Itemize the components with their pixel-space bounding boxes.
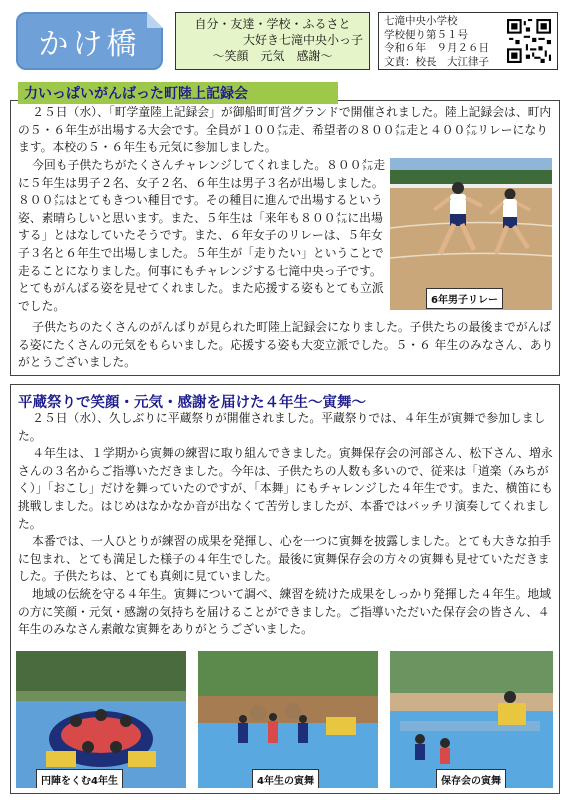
photo-caption-huddle: 円陣をくむ4年生 bbox=[36, 769, 123, 788]
motto-line-1: 自分・友達・学校・ふるさと bbox=[194, 17, 351, 31]
author: 文責：校長 大江律子 bbox=[384, 55, 489, 68]
issue-number: 学校便り第５１号 bbox=[384, 28, 468, 41]
school-motto-box bbox=[175, 12, 370, 70]
section1-heading: 力いっぱいがんばった町陸上記録会 bbox=[18, 82, 338, 104]
dance-illustration bbox=[198, 651, 378, 788]
photo-caption: 6年男子リレー bbox=[426, 288, 503, 309]
section1-paragraph-2: 今回も子供たちがたくさんチャレンジしてくれました。８００㍍走に５年生は男子２名、女子２名、６年生は男子３名が出場しました。８００㍍はとてもきつい種目です。その種目に進んで出場するという姿、素晴らしいと思います。また、５年生は「来年も８００㍍に出場する」とはなしていたそうです。また、６年女子のリレーは、５年女子３名と６年生で出場しました。５年生が「走りたい」ということで走ることになりました。何事にもチャレンジする七滝中央っ子です。とてもがんばる姿を見せてくれました。また応援する姿もとても立派でした。 bbox=[18, 158, 386, 313]
photo-caption-dance: 4年生の寅舞 bbox=[252, 769, 319, 788]
newsletter-title: かけ橋 bbox=[38, 27, 141, 62]
photo-circle-huddle bbox=[16, 651, 186, 788]
section2-paragraph-2: ４年生は、１学期から寅舞の練習に取り組んできました。寅舞保存会の河部さん、松下さん、増永さんの３名からご指導いただきました。今年は、子供たちの人数も多いので、従来は「道楽（みちがく）」「おこし」だけを舞っていたのですが、「本舞」にもチャレンジした４年生です。また、横笛にも挑戦しました。はじめはなかなか音が出なくて苦労しましたが、本番ではバッチリ演奏してくれました。 bbox=[18, 446, 553, 531]
photo-4th-grade-dance bbox=[198, 651, 378, 788]
section2-paragraph-3: 本番では、一人ひとりが練習の成果を発揮し、心を一つに寅舞を披露しました。とても大きな拍手に包まれ、とても満足した様子の４年生でした。最後に寅舞保存会の方々の寅舞も見せていただきました。子供たちは、とても真剣に見ていました。 bbox=[18, 534, 552, 584]
section2-heading: 平蔵祭りで笑顔・元気・感謝を届けた４年生〜寅舞〜 bbox=[18, 395, 366, 411]
motto-line-3: 〜笑顔 元気 感謝〜 bbox=[212, 49, 333, 63]
photo-caption-society: 保存会の寅舞 bbox=[436, 769, 506, 788]
section1-paragraph-1: ２５日（水）、「町学童陸上記録会」が御船町町営グランドで開催されました。陸上記録会は、町内の５・６年生が出場する大会です。全員が１００㍍走、希望者の８００㍍走と４００㍍リレーになります。本校の５・６年生も元気に参加しました。 bbox=[18, 105, 552, 155]
section1-paragraph-3: 子供たちのたくさんのがんばりが見られた町陸上記録会になりました。子供たちの最後までがんばる姿にたくさんの元気をもらいました。応援する姿も大変立派でした。５・６ 年生のみなさん、ありがとうございました。 bbox=[18, 320, 554, 370]
qr-code-icon[interactable] bbox=[507, 19, 551, 63]
motto-line-2: 大好き七滝中央小っ子 bbox=[242, 33, 363, 47]
newsletter-title-banner bbox=[16, 12, 163, 70]
issue-date: 令和６年 ９月２６日 bbox=[384, 42, 489, 54]
section2-paragraph-1: ２５日（水）、久しぶりに平蔵祭りが開催されました。平蔵祭りでは、４年生が寅舞で参加しました。 bbox=[18, 411, 546, 443]
relay-race-photo bbox=[390, 158, 552, 310]
school-name: 七滝中央小学校 bbox=[384, 15, 458, 27]
section2-body bbox=[18, 410, 554, 639]
section2-paragraph-4: 地域の伝統を守る４年生。寅舞について調べ、練習を続けた成果をしっかり発揮した４年生。地域の方に笑顔・元気・感謝の気持ちを届けることができました。ご指導いただいた保存会の皆さん、４年生のみなさん素敵な寅舞をありがとうございました。 bbox=[18, 586, 551, 637]
issue-info-box bbox=[378, 12, 558, 70]
huddle-illustration bbox=[16, 651, 186, 788]
society-dance-illustration bbox=[390, 651, 553, 788]
photo-preservation-society-dance bbox=[390, 651, 553, 788]
